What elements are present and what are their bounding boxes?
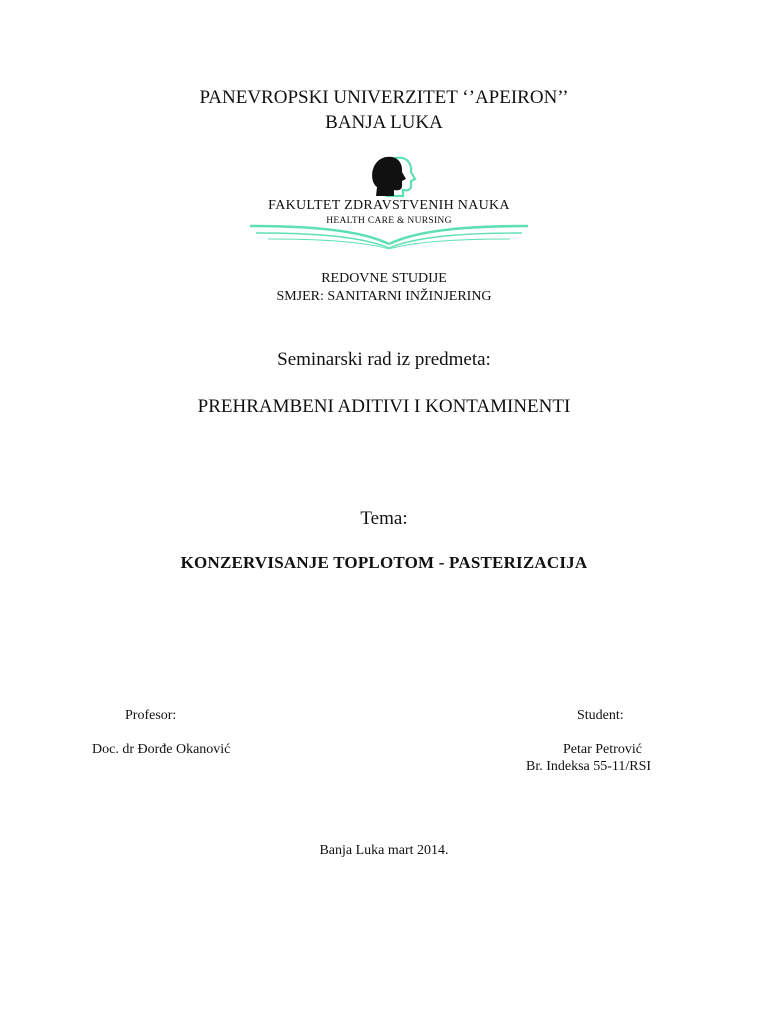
university-name: PANEVROPSKI UNIVERZITET ‘’APEIRON’’: [199, 87, 569, 108]
logo-faculty-name: FAKULTET ZDRAVSTVENIH NAUKA: [268, 198, 510, 213]
study-program: SMJER: SANITARNI INŽINJERING: [276, 289, 492, 304]
student-name: Petar Petrović: [563, 742, 642, 757]
book-swoosh-icon: [250, 226, 528, 249]
heads-profile-icon: [372, 157, 415, 196]
professor-name: Doc. dr Đorđe Okanović: [92, 742, 231, 757]
professor-label: Profesor:: [125, 708, 177, 723]
student-index: Br. Indeksa 55-11/RSI: [526, 759, 652, 774]
topic-label: Tema:: [360, 508, 408, 529]
subject-intro: Seminarski rad iz predmeta:: [277, 349, 491, 370]
logo-faculty-subtitle: HEALTH CARE & NURSING: [326, 216, 452, 226]
faculty-logo-graphic: [246, 154, 532, 250]
student-label: Student:: [577, 708, 624, 723]
study-type: REDOVNE STUDIJE: [321, 271, 447, 286]
topic-title: KONZERVISANJE TOPLOTOM - PASTERIZACIJA: [180, 553, 588, 572]
place-date: Banja Luka mart 2014.: [319, 843, 449, 858]
faculty-logo: [246, 154, 532, 250]
subject-name: PREHRAMBENI ADITIVI I KONTAMINENTI: [197, 396, 571, 417]
university-city: BANJA LUKA: [325, 112, 443, 133]
